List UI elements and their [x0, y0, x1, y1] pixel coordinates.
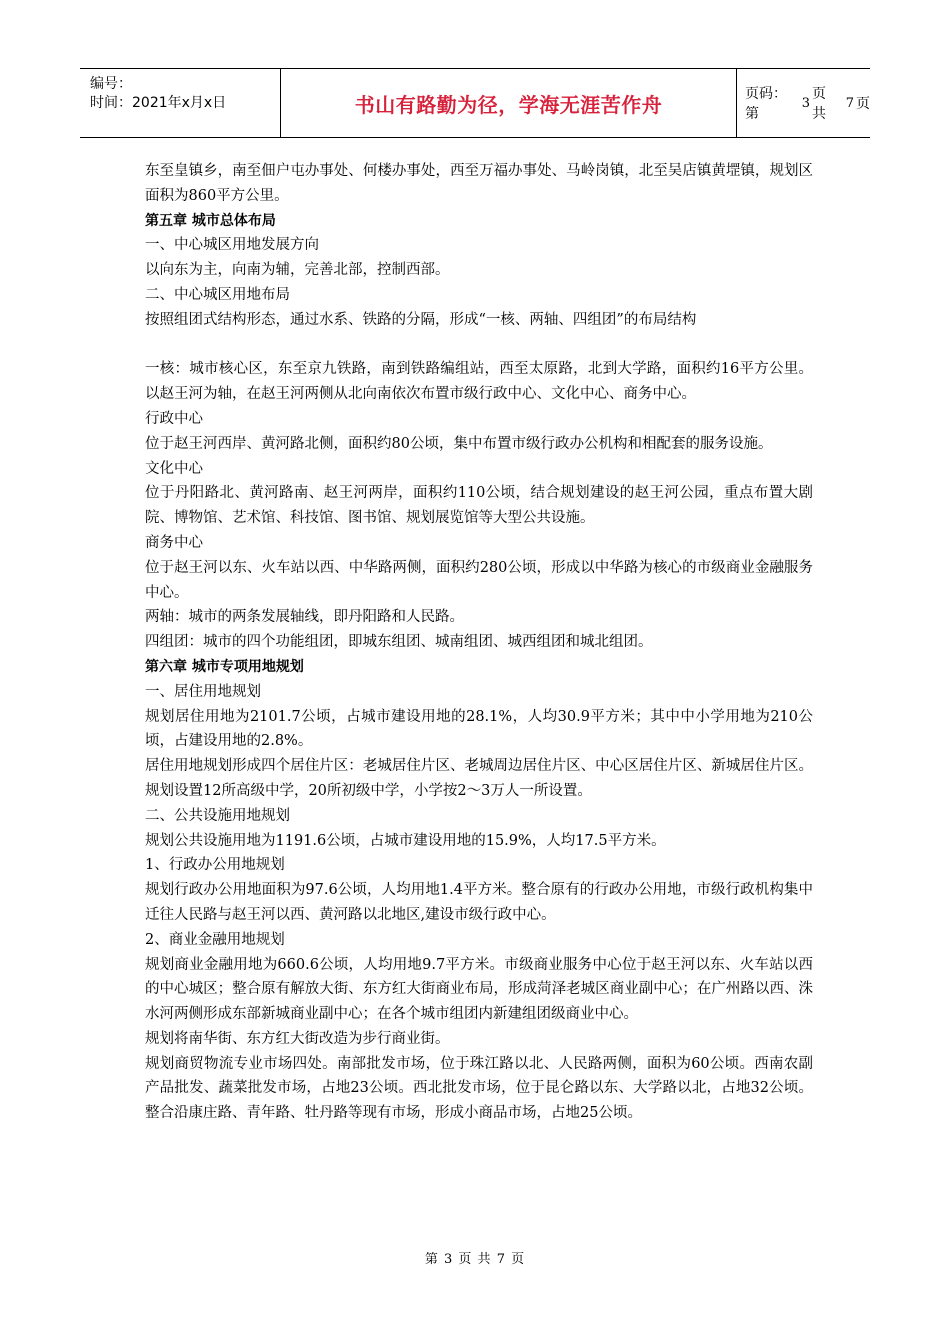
- motto: 书山有路勤为径，学海无涯苦作舟: [354, 92, 663, 117]
- chapter-heading: 第六章 城市专项用地规划: [145, 658, 304, 675]
- number-label: 编号：: [90, 76, 132, 92]
- paragraph: 两轴：城市的两条发展轴线，即丹阳路和人民路。: [145, 609, 464, 626]
- header-motto-cell: [281, 69, 737, 137]
- paragraph: 规划商业金融用地为660.6公顷，人均用地9.7平方米。市级商业服务中心位于赵王河以东、火车站以西的中心城区；整合原有解放大街、东方红大街商业布局，形成菏泽老城区商业副中心；在广州路以西、洙水河两侧形成东部新城商业副中心；在各个城市组团内新建组团级商业中心。: [145, 956, 813, 1023]
- paragraph: 规划居住用地为2101.7公顷，占城市建设用地的28.1%，人均30.9平方米；其中中小学用地为210公顷，占建设用地的2.8%。: [145, 708, 813, 750]
- subheading: 1、行政办公用地规划: [145, 857, 285, 874]
- paragraph: 规划公共设施用地为1191.6公顷，占城市建设用地的15.9%，人均17.5平方米。: [145, 832, 666, 849]
- header-page-number: [737, 69, 870, 137]
- subheading: 文化中心: [145, 460, 203, 477]
- page-label-mid: 页 共: [812, 86, 826, 122]
- page-label-prefix: 页码：第: [745, 86, 787, 122]
- document-body: [145, 159, 813, 1126]
- section-heading: 一、中心城区用地发展方向: [145, 237, 319, 254]
- paragraph: 规划商贸物流专业市场四处。南部批发市场，位于珠江路以北、人民路两侧，面积为60公顷。西南农副产品批发、蔬菜批发市场，占地23公顷。西北批发市场，位于昆仑路以东、大学路以北，占地32公顷。整合沿康庄路、青年路、牡丹路等现有市场，形成小商品市场，占地25公顷。: [145, 1055, 813, 1122]
- date-label: 时间：2021年x月x日: [90, 95, 227, 111]
- paragraph: 按照组团式结构形态，通过水系、铁路的分隔，形成“一核、两轴、四组团”的布局结构: [145, 311, 697, 328]
- page-footer: 第 3 页 共 7 页: [424, 1252, 526, 1267]
- paragraph: 一核：城市核心区，东至京九铁路，南到铁路编组站，西至太原路，北到大学路，面积约16平方公里。以赵王河为轴，在赵王河两侧从北向南依次布置市级行政中心、文化中心、商务中心。: [145, 361, 813, 403]
- subheading: 2、商业金融用地规划: [145, 931, 285, 948]
- chapter-heading: 第五章 城市总体布局: [145, 212, 276, 229]
- paragraph: 规划行政办公用地面积为97.6公顷，人均用地1.4平方米。整合原有的行政办公用地，市级行政机构集中迁往人民路与赵王河以西、黄河路以北地区,建设市级行政中心。: [145, 882, 813, 923]
- paragraph: 位于赵王河以东、火车站以西、中华路两侧，面积约280公顷，形成以中华路为核心的市级商业金融服务中心。: [145, 559, 813, 601]
- paragraph: 以向东为主，向南为辅，完善北部，控制西部。: [145, 262, 450, 279]
- subheading: 行政中心: [145, 410, 203, 427]
- paragraph: 东至皇镇乡，南至佃户屯办事处、何楼办事处，西至万福办事处、马岭岗镇，北至吴店镇黄堽镇，规划区面积为860平方公里。: [145, 163, 813, 204]
- paragraph: 居住用地规划形成四个居住片区：老城居住片区、老城周边居住片区、中心区居住片区、新城居住片区。规划设置12所高级中学，20所初级中学，小学按2～3万人一所设置。: [145, 758, 813, 799]
- paragraph: 规划将南华街、东方红大街改造为步行商业街。: [145, 1030, 450, 1047]
- section-heading: 二、中心城区用地布局: [145, 286, 290, 303]
- paragraph: 位于赵王河西岸、黄河路北侧，面积约80公顷，集中布置市级行政办公机构和相配套的服务设施。: [145, 435, 773, 452]
- page-total: 7: [845, 95, 854, 111]
- subheading: 商务中心: [145, 534, 203, 551]
- page-label-suffix: 页: [856, 96, 870, 112]
- paragraph: 四组团：城市的四个功能组团，即城东组团、城南组团、城西组团和城北组团。: [145, 634, 653, 651]
- blank-line: [145, 333, 813, 358]
- section-heading: 一、居住用地规划: [145, 683, 261, 700]
- paragraph: 位于丹阳路北、黄河路南、赵王河两岸，面积约110公顷，结合规划建设的赵王河公园，重点布置大剧院、博物馆、艺术馆、科技馆、图书馆、规划展览馆等大型公共设施。: [145, 485, 813, 527]
- section-heading: 二、公共设施用地规划: [145, 807, 290, 824]
- header-info: [80, 69, 281, 137]
- page-current: 3: [801, 95, 810, 111]
- page-header: [80, 68, 870, 138]
